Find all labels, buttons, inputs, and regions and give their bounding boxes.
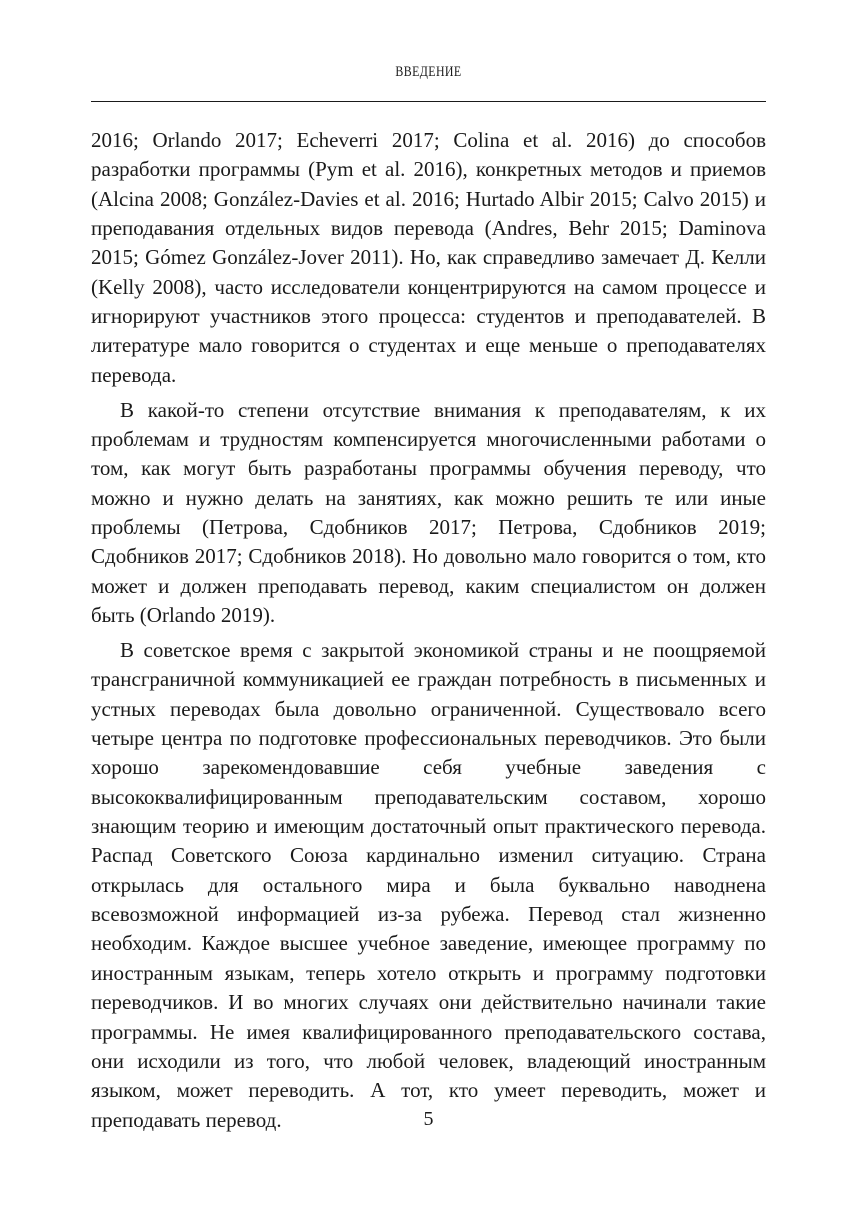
paragraph: В какой-то степени отсутствие внимания к преподавателям, к их проблемам и трудностям компенсируется многочисленными работами о том, как могут быть разработаны программы обучения переводу, что можно и нужно делать на занятиях, как можно решить те или иные проблемы (Петрова, Сдобников 2017; Петрова, Сдобников 2019; Сдобников 2017; Сдобников 2018). Но довольно мало говорится о том, кто может и должен преподавать перевод, каким специалистом он должен быть (Orlando 2019). [91,397,766,628]
header-rule [91,101,766,102]
paragraph: В советское время с закрытой экономикой страны и не поощряемой трансграничной коммуникацией ее граждан потребность в письменных и устных переводах была довольно ограниченной. Существовало всего четыре центра по подготовке профессиональных переводчиков. Это были хорошо зарекомендовавшие себя учебные заведения с высококвалифицированным преподавательским составом, хорошо знающим теорию и имеющим достаточный опыт практического перевода. Распад Советского Союза кардинально изменил ситуацию. Страна открылась для остального мира и была буквально наводнена всевозможной информацией из-за рубежа. Перевод стал жизненно необходим. Каждое высшее учебное заведение, имеющее программу по иностранным языкам, теперь хотело открыть и программу подготовки переводчиков. И во многих случаях они действительно начинали такие программы. Не имея квалифицированного преподавательского состава, они исходили из того, что любой человек, владеющий иностранным языком, может переводить. А тот, кто умеет переводить, может и преподавать перевод. [91,638,766,1132]
body-text [91,126,766,1140]
paragraph-continued: 2016; Orlando 2017; Echeverri 2017; Colina et al. 2016) до способов разработки программы (Pym et al. 2016), конкретных методов и приемов (Alcina 2008; González-Davies et al. 2016; Hurtado Albir 2015; Calvo 2015) и преподавания отдельных видов перевода (Andres, Behr 2015; Daminova 2015; Gómez González-Jover 2011). Но, как справедливо замечает Д. Келли (Kelly 2008), часто исследователи концентрируются на самом процессе и игнорируют участников этого процесса: студентов и преподавателей. В литературе мало говорится о студентах и еще меньше о преподавателях перевода. [91,128,766,387]
running-head: ВВЕДЕНИЕ [395,64,462,80]
page-number: 5 [423,1108,434,1130]
